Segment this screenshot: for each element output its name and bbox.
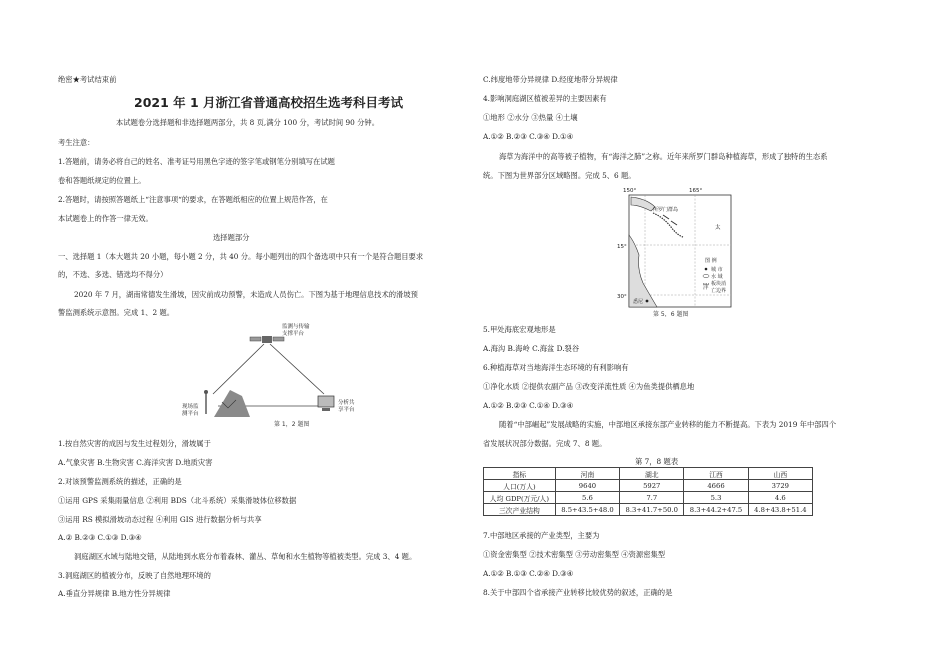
solomon-region-map [617,185,747,317]
table-cell: 人口(万人) [484,480,556,492]
question-2: 2.对该预警监测系统的描述，正确的是 [58,477,182,486]
question-2-statements-b: ③运用 RS 模拟滑坡动态过程 ④利用 GIS 进行数据分析与共享 [58,515,262,524]
question-2-statements-a: ①运用 GPS 采集雨量信息 ②利用 BDS（北斗系统）采集滑坡体位移数据 [58,496,297,505]
fig1-label-top-2: 支撑平台 [282,331,305,337]
question-4-options: A.①② B.②③ C.③④ D.①④ [483,132,574,141]
map-lat-15: 15° [617,244,627,250]
table-cell: 7.7 [620,492,684,504]
table-cell: 4666 [684,480,748,492]
fig1-label-right-2: 享平台 [338,407,355,413]
table-cell: 3729 [748,480,812,492]
table-cell: 三次产业结构 [484,504,556,516]
legend-plate-1: 板块消 [711,281,727,287]
map-lat-30: 30° [617,294,627,300]
context-3b: 统。下图为世界部分区域略图。完成 5、6 题。 [483,171,636,180]
map-caption: 第 5，6 题图 [653,311,689,317]
question-1-options: A.气象灾害 B.生物灾害 C.海洋灾害 D.地质灾害 [58,458,213,467]
question-7-statements: ①资金密集型 ②技术密集型 ③劳动密集型 ④资源密集型 [483,550,666,559]
table-header-cell: 湖北 [620,468,684,480]
question-6-options: A.①② B.②③ C.①④ D.③④ [483,401,574,410]
table-row [484,492,813,504]
satellite-icon [250,336,284,343]
legend-water: 水 域 [711,274,723,280]
question-3: 3.洞庭湖区的植被分布，反映了自然地理环境的 [58,571,211,580]
province-data-table [483,467,813,516]
table-header-row [484,468,813,480]
table-row [484,480,813,492]
question-6-statements: ①净化水质 ②提供农副产品 ③改变洋流性质 ④为鱼类提供栖息地 [483,382,695,391]
sydney-marker [646,300,649,303]
question-2-options: A.② B.②③ C.①③ D.③④ [58,533,142,542]
table-cell: 9640 [555,480,619,492]
notice-2b: 本试题卷上的作答一律无效。 [58,214,153,223]
exam-title: 2021 年 1 月浙江省普通高校招生选考科目考试 [134,95,404,110]
legend-title: 图 例 [705,258,717,264]
context-4b: 省发展状况部分数据。完成 7、8 题。 [483,439,607,448]
notice-1a: 1.答题前，请务必将自己的姓名、准考证号用黑色字迹的签字笔或钢笔分别填写在试题 [58,157,335,166]
question-8: 8.关于中部四个省承接产业转移比较优势的叙述，正确的是 [483,588,673,597]
table-row [484,504,813,516]
table-cell: 人均 GDP(万元/人) [484,492,556,504]
question-4: 4.影响洞庭湖区植被差异的主要因素有 [483,94,607,103]
question-6: 6.种植海草对当地海洋生态环境的有利影响有 [483,363,629,372]
notice-heading: 考生注意： [58,138,95,147]
legend-plate-2: 亡边界 [711,288,727,294]
fig1-caption: 第 1，2 题图 [274,421,310,428]
table-header-cell: 河南 [555,468,619,480]
map-lon-165: 165° [689,188,703,194]
fig1-label-left-1: 现场监 [182,404,199,410]
computer-icon [318,396,334,411]
legend-city: 城 市 [711,267,723,273]
map-label-ocean-2: 洋 [703,285,709,291]
map-label-city: 悉尼 [633,299,644,305]
fig1-label-left-2: 测平台 [182,411,199,417]
table-cell: 8.3+41.7+50.0 [620,504,684,516]
context-1b: 警监测系统示意图。完成 1、2 题。 [58,308,175,317]
table-cell: 8.3+44.2+47.5 [684,504,748,516]
fig1-label-top-1: 监测与传输 [282,324,310,330]
landslide-monitoring-figure [178,322,368,432]
legend-city-icon [705,268,708,271]
context-4a: 随着“中部崛起”发展战略的实施，中部地区承接东部产业转移的能力不断提高。下表为 2019 年中部四个 [499,420,837,429]
table-cell: 5927 [620,480,684,492]
map-label-islands: 所罗门群岛 [653,207,679,213]
table-cell: 5.3 [684,492,748,504]
question-3-options-a: A.垂直分异规律 B.地方性分异规律 [58,589,171,598]
monitoring-tower-icon [204,390,208,414]
table-cell: 4.6 [748,492,812,504]
table-header-cell: 指标 [484,468,556,480]
table-cell: 4.8+43.8+51.4 [748,504,812,516]
context-3a: 海草为海洋中的高等被子植物，有“海洋之肺”之称。近年来所罗门群岛种植海草，形成了独特的生态系 [499,152,828,161]
link-left [213,344,264,394]
table-cell: 5.6 [555,492,619,504]
context-2: 洞庭湖区水域与陆地交错，从陆地到水底分布着森林、灌丛、草甸和水生植物等植被类型。完成 3、4 题。 [74,552,417,561]
question-3-options-b: C.纬度地带分异规律 D.经度地带分异规律 [483,75,618,84]
part1-line-b: 的，不选、多选、错选均不得分） [58,270,168,279]
question-4-statements: ①地形 ②水分 ③热量 ④土壤 [483,113,578,122]
table-header-cell: 江西 [684,468,748,480]
table-header-cell: 山西 [748,468,812,480]
intro-text: 本试题卷分选择题和非选择题两部分，共 8 页,满分 100 分，考试时间 90 分钟。 [116,118,379,127]
link-right [270,344,324,394]
fig1-label-right-1: 分析共 [338,400,355,406]
question-5: 5.甲处海底宏观地形是 [483,325,556,334]
question-7-options: A.①② B.①③ C.②④ D.③④ [483,569,574,578]
table-cell: 8.5+43.5+48.0 [555,504,619,516]
question-5-options: A.海沟 B.海岭 C.海盆 D.裂谷 [483,344,580,353]
table-caption: 第 7，8 题表 [635,457,679,466]
secret-label: 绝密★考试结束前 [58,75,117,84]
question-1: 1.按自然灾害的成因与发生过程划分，滑坡属于 [58,439,211,448]
notice-1b: 卷和答题纸规定的位置上。 [58,176,146,185]
context-1a: 2020 年 7 月，湖南常德发生滑坡，因灾前成功预警，未造成人员伤亡。下图为基于地理信息技术的滑坡预 [74,290,418,299]
section-heading: 选择题部分 [213,233,250,242]
part1-line-a: 一、选择题 1（本大题共 20 小题，每小题 2 分，共 40 分。每小题列出的四个备选项中只有一个是符合题目要求 [58,252,424,261]
map-label-ocean-1: 太 [715,225,721,231]
map-lon-150: 150° [623,188,637,194]
notice-2a: 2.答题时，请按照答题纸上“注意事项“的要求，在答题纸相应的位置上规范作答，在 [58,195,328,204]
question-7: 7.中部地区承接的产业类型，主要为 [483,531,600,540]
slope-illustration [214,390,250,417]
